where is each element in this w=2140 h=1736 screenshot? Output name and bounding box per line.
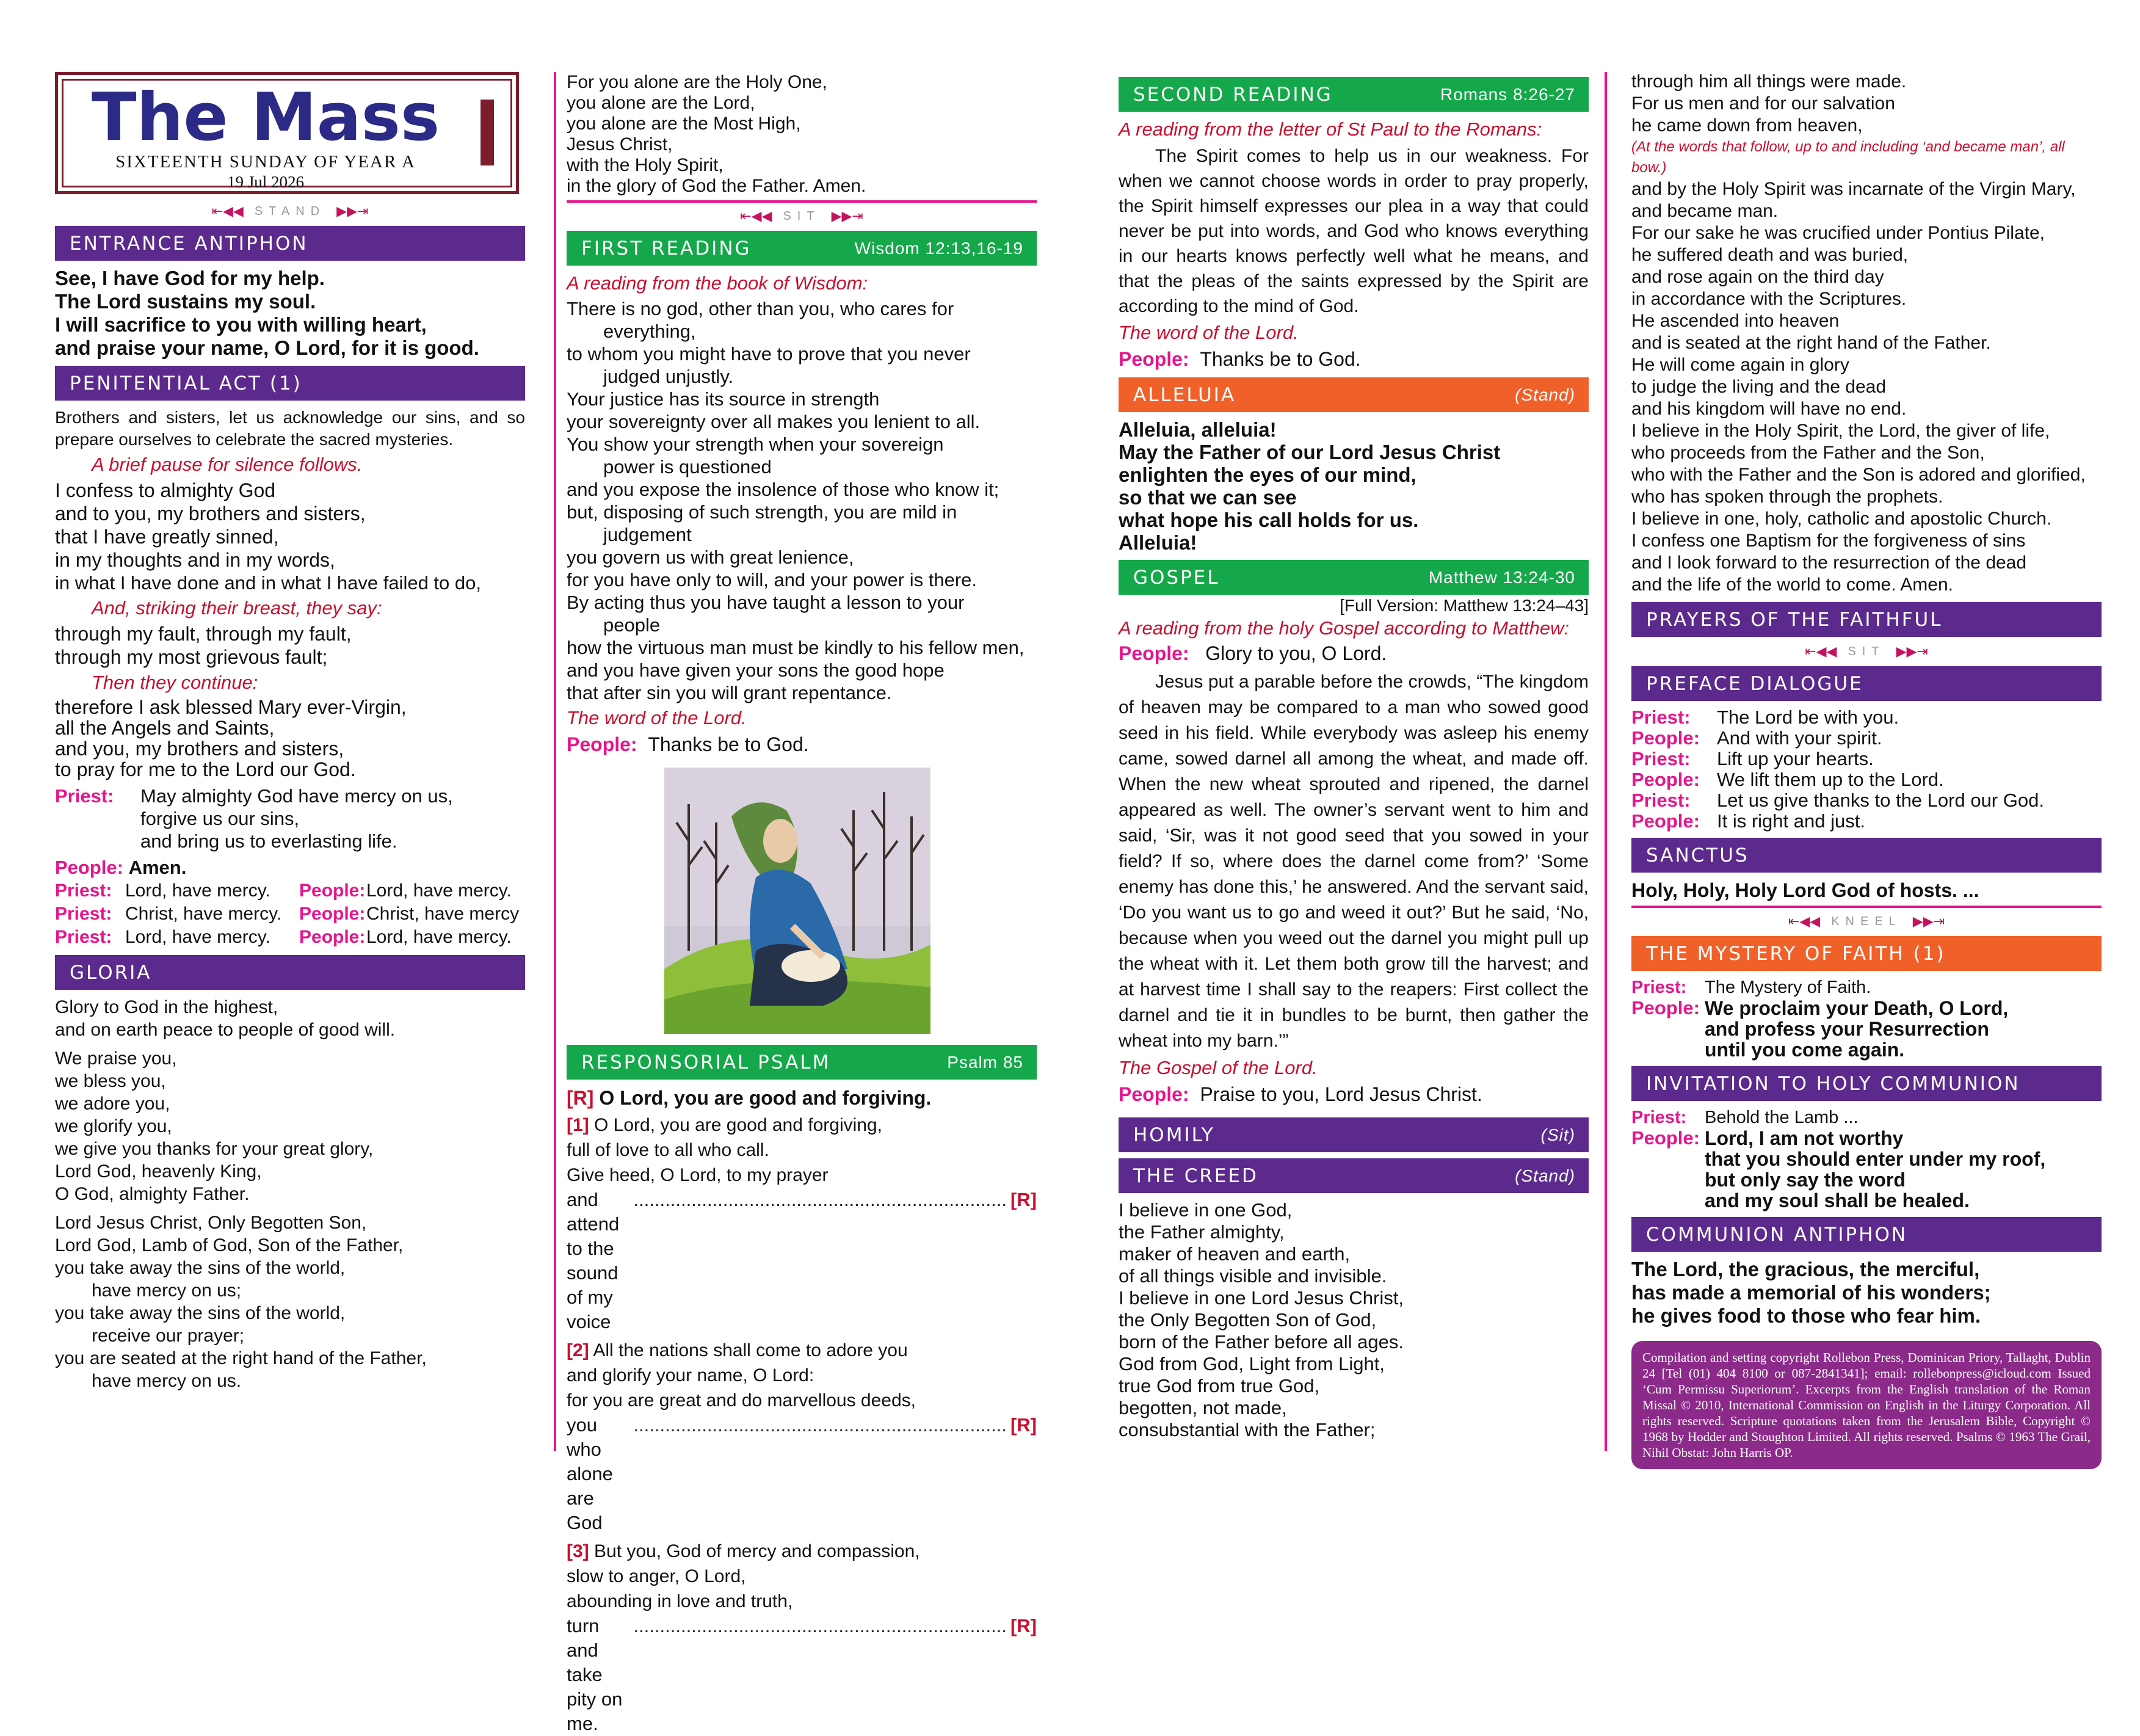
column-divider bbox=[554, 72, 556, 1451]
reading-line: You show your strength when your sovereign bbox=[567, 434, 944, 455]
section-header-preface bbox=[1631, 666, 2102, 701]
reading-line: power is questioned bbox=[603, 456, 772, 478]
reading-line: judged unjustly. bbox=[603, 366, 734, 387]
arrow-right-icon: ▶▶⇥ bbox=[1912, 913, 1945, 929]
posture-sit bbox=[1631, 643, 2102, 660]
section-title: GLORIA bbox=[70, 961, 152, 984]
section-title: PREFACE DIALOGUE bbox=[1646, 672, 1863, 695]
scripture-reference: Psalm 85 bbox=[947, 1052, 1023, 1072]
rubric: Then they continue: bbox=[92, 672, 258, 693]
section-title: SANCTUS bbox=[1646, 844, 1749, 866]
reading-line: There is no god, other than you, who cares for bbox=[567, 298, 954, 319]
gospel-response: People: Praise to you, Lord Jesus Christ. bbox=[1119, 1083, 1482, 1105]
section-header-first-reading bbox=[567, 231, 1037, 266]
psalm-verse-1: [1] O Lord, you are good and forgiving, full of love to all who call. Give heed, O Lord, to my prayer and attend to the sound of my voice ....................................................................... [R] bbox=[567, 1115, 1037, 1332]
posture-sit bbox=[567, 208, 1037, 225]
section-title: GOSPEL bbox=[1133, 566, 1220, 589]
reading-line: for you have only to will, and your power is there. bbox=[567, 569, 978, 590]
scripture-reference: Romans 8:26-27 bbox=[1440, 84, 1575, 104]
reading-intro: A reading from the letter of St Paul to the Romans: bbox=[1119, 118, 1542, 140]
posture-label: STAND bbox=[254, 204, 326, 218]
invitation-text: Priest: Behold the Lamb ... People: Lord, I am not worthy that you should enter under my roof, but only say the word and my soul shall be healed. bbox=[1631, 1108, 2046, 1211]
section-header-gloria bbox=[55, 955, 525, 990]
rubric: And, striking their breast, they say: bbox=[92, 597, 382, 619]
column-2 bbox=[567, 72, 1037, 1736]
reading-line: By acting thus you have taught a lesson to your bbox=[567, 592, 965, 613]
section-title: PRAYERS OF THE FAITHFUL bbox=[1646, 608, 1943, 631]
second-reading-text: The Spirit comes to help us in our weakness. For when we cannot choose words in order to pray properly, the Spirit himself expresses our plea in a way that could never be put into words, and God who knows everything in our hearts knows perfectly well what he means, and that the pleas of the saints expressed by the Spirit are according to the mind of God. bbox=[1119, 146, 1589, 316]
scripture-reference: Matthew 13:24-30 bbox=[1428, 567, 1575, 587]
section-header-creed bbox=[1119, 1158, 1589, 1193]
posture-note: (Stand) bbox=[1515, 385, 1575, 404]
reading-line: people bbox=[603, 614, 661, 636]
reading-line: judgement bbox=[603, 524, 692, 545]
column-1 bbox=[55, 72, 525, 1392]
column-divider bbox=[1605, 72, 1607, 1451]
arrow-left-icon: ⇤◀◀ bbox=[740, 208, 772, 223]
gospel-text: Jesus put a parable before the crowds, “The kingdom of heaven may be compared to a man who sowed good seed in his field. While everybody was asleep his enemy came, sowed darnel all among the wheat, and made off. When the new wheat sprouted and ripened, the darnel appeared as well. The owner’s servant went to him and said, ‘Sir, was it not good seed that you sowed in your field? If so, where does the darnel come from?’ ‘Some enemy has done this,’ he answered. And the servant said, ‘Do you want us to go and weed it out?’ But he said, ‘No, because when you weed out the darnel you might pull up the wheat with it. Let them both grow till the harvest; and at harvest time I shall say to the reapers: First collect the darnel and tie it in bundles to be burnt, then gather the wheat into my barn.’” bbox=[1119, 672, 1589, 1051]
section-title: HOMILY bbox=[1133, 1124, 1215, 1146]
section-header-invitation bbox=[1631, 1066, 2102, 1101]
reading-line: you govern us with great lenience, bbox=[567, 547, 854, 568]
creed-text: I believe in one God, the Father almighty, maker of heaven and earth, of all things visible and invisible. I believe in one Lord Jesus Christ, the Only Begotten Son of God, born of the Father before all ages. God from God, Light from Light, true God from true God, begotten, not made, consubstantial with the Father; bbox=[1119, 1199, 1404, 1440]
section-header-second-reading bbox=[1119, 77, 1589, 112]
posture-label: SIT bbox=[1848, 644, 1885, 658]
reading-line: and you have given your sons the good hope bbox=[567, 659, 945, 681]
confiteor-end: therefore I ask blessed Mary ever-Virgin, all the Angels and Saints, and you, my brothers and sisters, to pray for me to the Lord our God. bbox=[55, 696, 407, 780]
mass-date: 19 Jul 2026 bbox=[227, 173, 304, 191]
scripture-reference: Wisdom 12:13,16-19 bbox=[854, 238, 1023, 258]
reading-response: People: Thanks be to God. bbox=[1119, 348, 1361, 370]
sunday-name: SIXTEENTH SUNDAY OF YEAR A bbox=[115, 152, 416, 172]
section-header-gospel bbox=[1119, 560, 1589, 595]
confiteor-line: through my fault, through my fault, bbox=[55, 623, 352, 645]
section-header-homily bbox=[1119, 1117, 1589, 1152]
arrow-right-icon: ▶▶⇥ bbox=[831, 208, 863, 223]
kyrie: Priest: Lord, have mercy. People: Lord, have mercy. Priest: Christ, have mercy. People: Christ, have mercy Priest: Lord, have mercy. People: Lord, have mercy. bbox=[55, 881, 520, 947]
section-header-entrance bbox=[55, 226, 525, 261]
penitential-intro: Brothers and sisters, let us acknowledge our sins, and so prepare ourselves to celebrate the sacred mysteries. bbox=[55, 408, 525, 449]
reading-line: your sovereignty over all makes you lenient to all. bbox=[567, 411, 981, 432]
reading-line: that after sin you will grant repentance. bbox=[567, 682, 892, 703]
psalm-verse-2: [2] All the nations shall come to adore you and glorify your name, O Lord: for you are great and do marvellous deeds, you who alone are God ....................................................................... [R] bbox=[567, 1340, 1037, 1533]
posture-kneel bbox=[1631, 913, 2102, 930]
arrow-left-icon: ⇤◀◀ bbox=[1805, 644, 1837, 659]
gloria-text: Glory to God in the highest, and on earth peace to people of good will. We praise you, we bless you, we adore you, we glorify you, we give you thanks for your great glory, Lord God, heavenly King, O God, almighty Father. Lord Jesus Christ, Only Begotten Son, Lord God, Lamb of God, Son of the Father, you take away the sins of the world, have mercy on us; you take away the sins of the world, receive our prayer; you are seated at the right hand of the Father, have mercy on us. bbox=[55, 997, 427, 1391]
preface-dialogue: Priest: The Lord be with you. People: And with your spirit. Priest: Lift up your hearts. People: We lift them up to the Lord. Priest: Let us give thanks to the Lord our God. People: It is right and just. bbox=[1631, 706, 2044, 832]
posture-note: (Sit) bbox=[1540, 1125, 1575, 1144]
section-title: THE CREED bbox=[1133, 1164, 1258, 1187]
reading-intro: A reading from the holy Gospel according to Matthew: bbox=[1119, 617, 1570, 639]
first-reading-text bbox=[567, 297, 1037, 704]
section-header-sanctus bbox=[1631, 838, 2102, 873]
sanctus-text: Holy, Holy, Holy Lord God of hosts. ... bbox=[1631, 879, 1979, 901]
section-title: THE MYSTERY OF FAITH bbox=[1646, 942, 1905, 965]
gospel-of-the-lord: The Gospel of the Lord. bbox=[1119, 1057, 1318, 1078]
word-of-the-lord: The word of the Lord. bbox=[567, 707, 747, 728]
section-title: RESPONSORIAL PSALM bbox=[581, 1051, 831, 1073]
creed-bow-rubric: (At the words that follow, up to and including ‘and became man’, all bow.) bbox=[1631, 139, 2065, 176]
gospel-full-version: [Full Version: Matthew 13:24–43] bbox=[1340, 596, 1589, 615]
reading-line: how the virtuous man must be kindly to his fellow men, bbox=[567, 637, 1025, 658]
posture-note: (Stand) bbox=[1515, 1166, 1575, 1185]
posture-stand bbox=[55, 203, 525, 220]
word-of-the-lord: The word of the Lord. bbox=[1119, 322, 1299, 343]
mystery-of-faith: Priest: The Mystery of Faith. People: We proclaim your Death, O Lord, and profess your Resurrection until you come again. bbox=[1631, 978, 2009, 1061]
reading-intro: A reading from the book of Wisdom: bbox=[567, 272, 868, 294]
confiteor: I confess to almighty God and to you, my brothers and sisters, that I have greatly sinned, in my thoughts and in my words, in what I have done and in what I have failed to do, bbox=[55, 479, 481, 594]
entrance-antiphon-text: See, I have God for my help. The Lord sustains my soul. I will sacrifice to you with willing heart, and praise your name, O Lord, for it is good. bbox=[55, 267, 479, 359]
alleluia-text: Alleluia, alleluia! May the Father of our Lord Jesus Christ enlighten the eyes of our mind, so that we can see what hope his call holds for us. Alleluia! bbox=[1119, 418, 1501, 554]
copyright-notice: Compilation and setting copyright Rollebon Press, Dominican Priory, Tallaght, Dublin 24 [Tel (01) 404 8100 or 087-2841341]; email: rollebonpress@icloud.com Issued ‘Cum Permissu Superiorum’. Excerpts from the English translation of the Roman Missal © 2010, International Commission on English in the Liturgy Corporation. All rights reserved. Scripture quotations taken from the Jerusalem Bible, Copyright © 1968 by Hodder and Stoughton Limited. All rights reserved. Psalms © 1963 The Grail, Nihil Obstat: John Harris OP. bbox=[1631, 1341, 2102, 1469]
rubric: A brief pause for silence follows. bbox=[92, 454, 363, 475]
psalm-verse-3: [3] But you, God of mercy and compassion, slow to anger, O Lord, abounding in love and truth, turn and take pity on me. ....................................................................... [R] bbox=[567, 1541, 1037, 1734]
arrow-right-icon: ▶▶⇥ bbox=[1896, 644, 1928, 659]
confiteor-line: through my most grievous fault; bbox=[55, 646, 328, 668]
section-title: PENITENTIAL ACT (1) bbox=[70, 372, 302, 394]
posture-label: KNEEL bbox=[1831, 914, 1902, 928]
section-title: FIRST READING bbox=[581, 237, 752, 260]
reading-line: Your justice has its source in strength bbox=[567, 388, 880, 410]
reading-line: but, disposing of such strength, you are mild in bbox=[567, 501, 957, 523]
section-title: INVITATION TO HOLY COMMUNION bbox=[1646, 1072, 2020, 1095]
title-bar-ornament bbox=[481, 100, 494, 165]
section-number: (1) bbox=[1913, 942, 1946, 965]
section-title: ENTRANCE ANTIPHON bbox=[70, 232, 308, 255]
gloria-continued: For you alone are the Holy One, you alone are the Lord, you alone are the Most High, Jesus Christ, with the Holy Spirit, in the glory of God the Father. Amen. bbox=[567, 72, 866, 196]
section-title: ALLELUIA bbox=[1133, 383, 1236, 406]
reading-response: People: Thanks be to God. bbox=[567, 733, 809, 755]
mass-title-box bbox=[55, 72, 519, 194]
section-header-prayers bbox=[1631, 602, 2102, 637]
arrow-left-icon: ⇤◀◀ bbox=[1788, 913, 1821, 929]
section-title: SECOND READING bbox=[1133, 83, 1333, 106]
gospel-acclamation: People: Glory to you, O Lord. bbox=[1119, 642, 1387, 664]
creed-continued: through him all things were made. For us men and for our salvation he came down from heaven, (At the words that follow, up to and including ‘and became man’, all bow.) and by the Holy Spirit was incarnate of the Virgin Mary, and became man. For our sake he was crucified under Pontius Pilate, he suffered death and was buried, and rose again on the third day in accordance with the Scriptures. He ascended into heaven and is seated at the right hand of the Father. He will come again in glory to judge the living and the dead and his kingdom will have no end. I believe in the Holy Spirit, the Lord, the giver of life, who proceeds from the Father and the Son, who with the Father and the Son is adored and glorified, who has spoken through the prophets. I believe in one, holy, catholic and apostolic Church. I confess one Baptism for the forgiveness of sins and I look forward to the resurrection of the dead and the life of the world to come. Amen. bbox=[1631, 71, 2102, 596]
section-header-mystery bbox=[1631, 936, 2102, 971]
column-3 bbox=[1119, 77, 1589, 1441]
parable-illustration bbox=[664, 768, 930, 1034]
amen-line: People: Amen. bbox=[55, 857, 187, 878]
section-header-communion bbox=[1631, 1217, 2102, 1252]
section-header-psalm bbox=[567, 1045, 1037, 1080]
section-title: COMMUNION ANTIPHON bbox=[1646, 1223, 1908, 1246]
psalm-response: [R] O Lord, you are good and forgiving. bbox=[567, 1087, 932, 1109]
arrow-right-icon: ▶▶⇥ bbox=[336, 203, 369, 219]
communion-antiphon-text: The Lord, the gracious, the merciful, has made a memorial of his wonders; he gives food to those who fear him. bbox=[1631, 1258, 1991, 1327]
column-4 bbox=[1631, 71, 2102, 1469]
section-header-penitential bbox=[55, 366, 525, 401]
arrow-left-icon: ⇤◀◀ bbox=[211, 203, 244, 219]
posture-label: SIT bbox=[783, 209, 821, 223]
section-header-alleluia bbox=[1119, 377, 1589, 412]
reading-line: everything, bbox=[603, 321, 696, 342]
reading-line: to whom you might have to prove that you never bbox=[567, 343, 971, 365]
page-title: The Mass bbox=[91, 79, 440, 156]
reading-line: and you expose the insolence of those who know it; bbox=[567, 479, 999, 500]
absolution: Priest: May almighty God have mercy on us, forgive us our sins, and bring us to everlasting life. bbox=[55, 785, 453, 852]
